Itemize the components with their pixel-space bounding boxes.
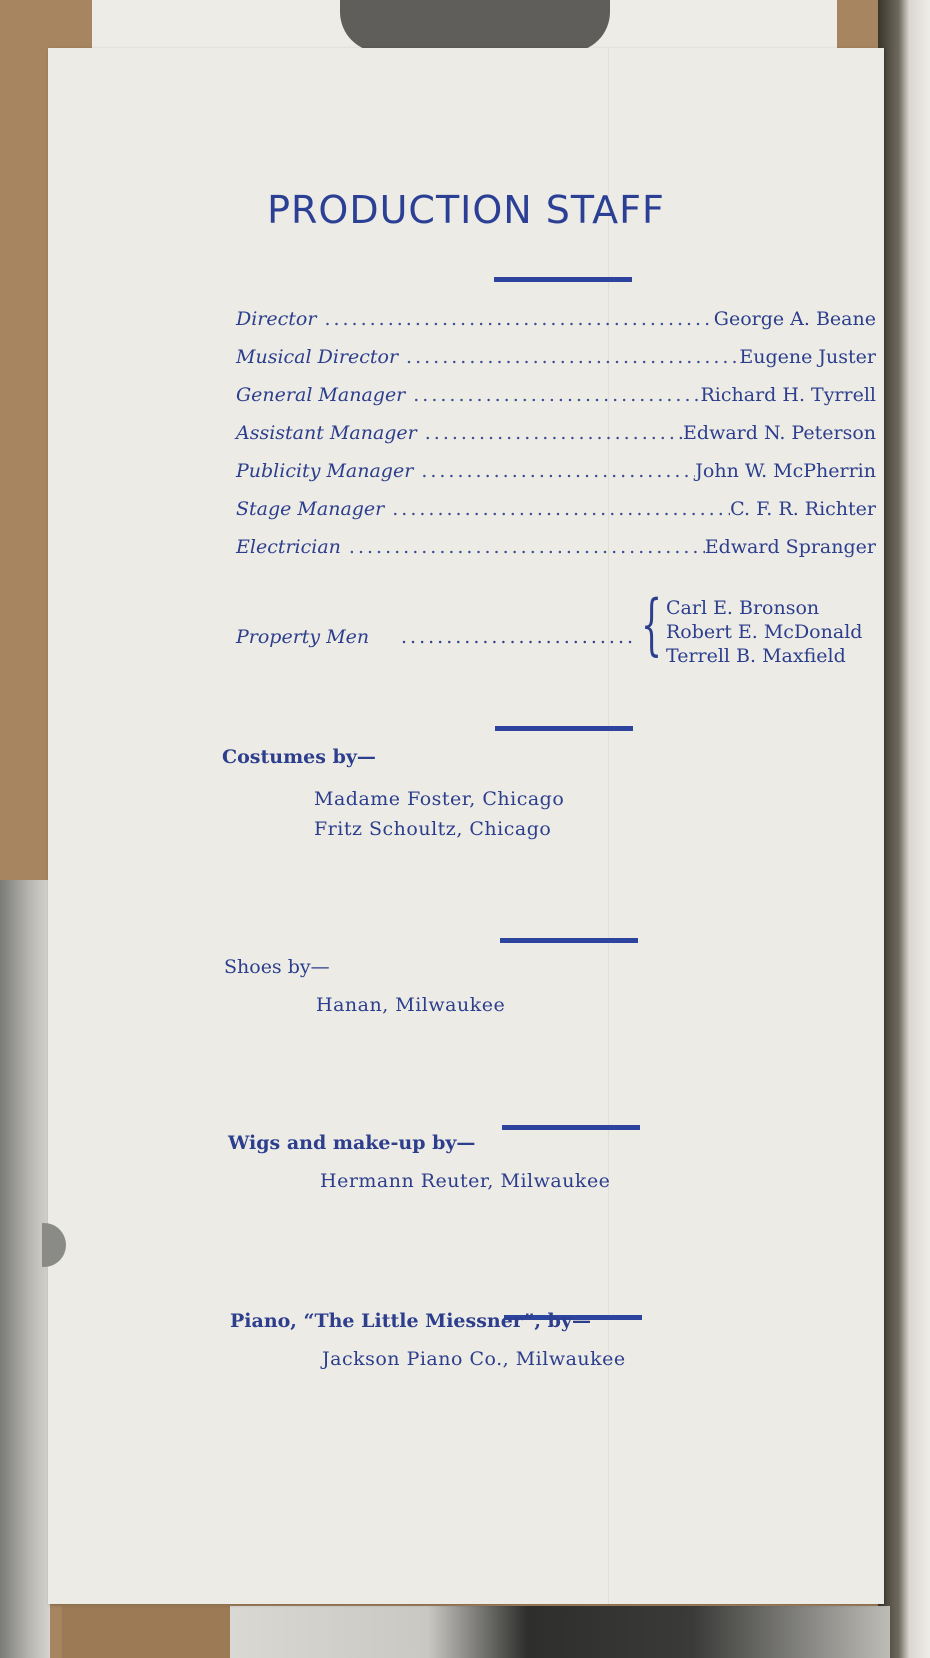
program-page: [48, 48, 884, 1604]
shoes-heading: Shoes by—: [224, 956, 330, 978]
property-men-block: [236, 586, 876, 676]
background-photo-left: [0, 880, 50, 1658]
staff-list: [236, 308, 876, 574]
wigs-heading: Wigs and make-up by—: [228, 1132, 476, 1154]
leader-dots: [413, 384, 700, 406]
staff-role: General Manager: [236, 384, 406, 406]
divider-rule: [500, 938, 638, 943]
staff-role: Property Men: [236, 626, 370, 648]
piano-heading: Piano, “The Little Miessner”, by—: [230, 1310, 591, 1332]
background-board-bottom: [62, 1606, 230, 1658]
divider-rule: [495, 726, 633, 731]
costumes-heading: Costumes by—: [222, 746, 376, 768]
staff-row: [236, 422, 876, 460]
staff-role: Director: [236, 308, 317, 330]
staff-row: [236, 384, 876, 422]
wigs-item: Hermann Reuter, Milwaukee: [320, 1170, 611, 1192]
leader-dots: [421, 460, 695, 482]
staff-name: Edward N. Peterson: [683, 422, 876, 444]
page-title: PRODUCTION STAFF: [267, 188, 665, 232]
leader-dots: [349, 536, 705, 558]
staff-name: Terrell B. Maxfield: [666, 645, 846, 667]
shoes-item: Hanan, Milwaukee: [316, 994, 506, 1016]
costumes-item: Madame Foster, Chicago: [314, 788, 565, 810]
staff-row: [236, 460, 876, 498]
staff-row: [236, 308, 876, 346]
page-notch: [42, 1223, 66, 1267]
divider-rule: [494, 277, 632, 282]
leader-dots: [425, 422, 683, 444]
divider-rule: [502, 1125, 640, 1130]
staff-name: Edward Spranger: [704, 536, 876, 558]
piano-item: Jackson Piano Co., Milwaukee: [322, 1348, 626, 1370]
staff-name: John W. McPherrin: [695, 460, 876, 482]
staff-name: C. F. R. Richter: [730, 498, 876, 520]
property-names: [666, 596, 862, 668]
background-page-edge-right: [878, 0, 930, 1658]
costumes-item: Fritz Schoultz, Chicago: [314, 818, 552, 840]
staff-row: [236, 346, 876, 384]
background-photo-bottom: [230, 1606, 890, 1658]
staff-name: George A. Beane: [713, 308, 876, 330]
leader-dots: [406, 346, 739, 368]
staff-row: [236, 536, 876, 574]
staff-role: Publicity Manager: [236, 460, 414, 482]
staff-name: Carl E. Bronson: [666, 597, 820, 619]
staff-role: Stage Manager: [236, 498, 385, 520]
background-photo-figure: [340, 0, 610, 52]
staff-role: Assistant Manager: [236, 422, 417, 444]
staff-row: [236, 498, 876, 536]
staff-name: Eugene Juster: [739, 346, 876, 368]
leader-dots: [324, 308, 713, 330]
leader-dots: [401, 626, 636, 648]
staff-name: Robert E. McDonald: [666, 621, 863, 643]
curly-brace-icon: {: [641, 586, 662, 663]
staff-name: Richard H. Tyrrell: [700, 384, 876, 406]
staff-role: Musical Director: [236, 346, 399, 368]
leader-dots: [392, 498, 730, 520]
staff-role: Electrician: [236, 536, 341, 558]
